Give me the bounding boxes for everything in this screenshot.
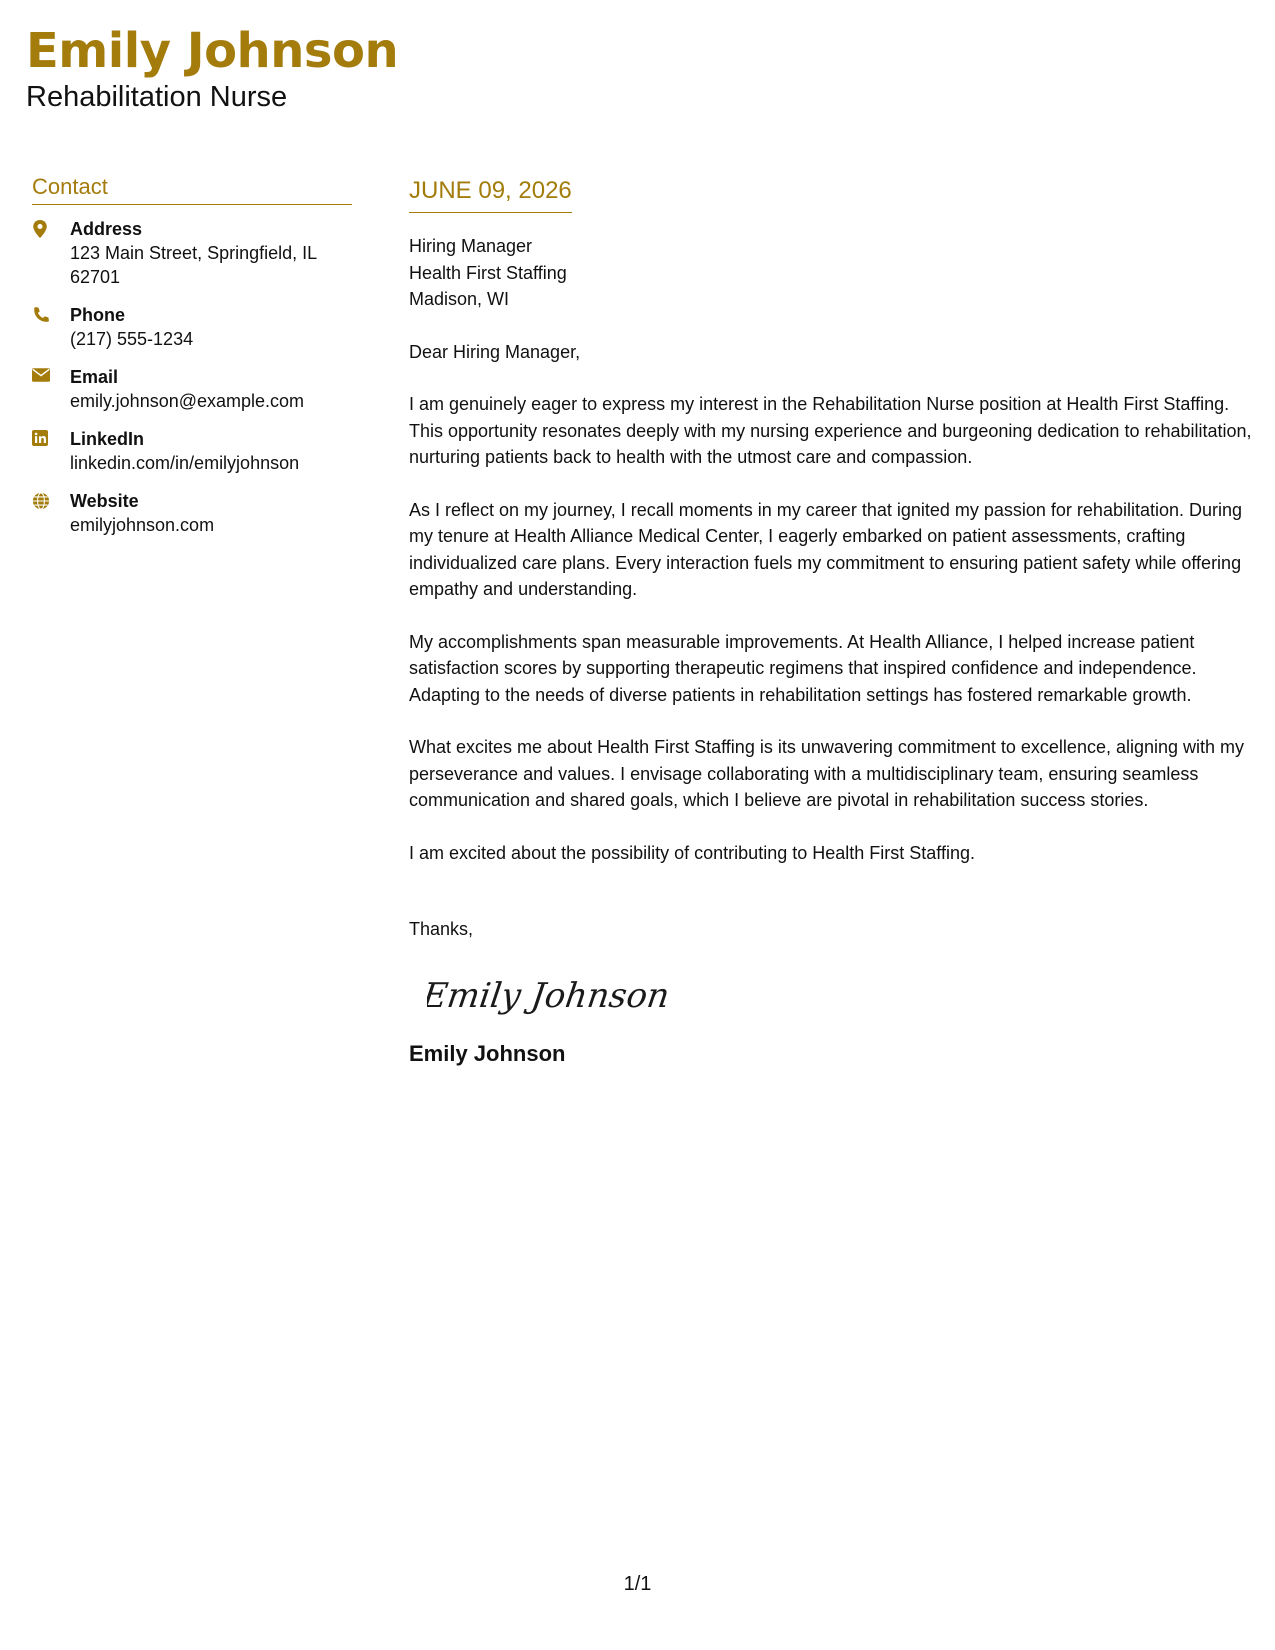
linkedin-label: LinkedIn: [70, 429, 145, 449]
globe-icon: [32, 489, 70, 537]
header: [26, 22, 398, 114]
salutation: Dear Hiring Manager,: [409, 341, 581, 362]
letter-paragraph: My accomplishments span measurable improvements. At Health Alliance, I helped increase patient satisfaction scores by supporting therapeutic regimens that inspired confidence and independence. Adapting to the needs of diverse patients in rehabilitation settings has fostered remarkable growth.: [409, 631, 1197, 705]
recipient-line: Madison, WI: [409, 289, 510, 309]
linkedin-icon: [32, 427, 70, 475]
handwritten-signature: [427, 965, 1254, 1029]
contact-section-title: Contact: [32, 174, 352, 205]
letter-body: [409, 176, 1254, 1067]
email-value: emily.johnson@example.com: [70, 391, 305, 411]
recipient-line: Health First Staffing: [409, 262, 567, 283]
envelope-icon: [32, 365, 70, 413]
contact-item-address: [32, 217, 352, 289]
letter-paragraph: I am genuinely eager to express my interest in the Rehabilitation Nurse position at Health First Staffing. This opportunity resonates deeply with my nursing experience and burgeoning dedication to rehabilitation, nurturing patients back to health with the utmost care and compassion.: [409, 394, 1252, 467]
recipient-block: [409, 233, 1254, 313]
letter-paragraph: I am excited about the possibility of contributing to Health First Staffing.: [409, 842, 975, 863]
phone-icon: [32, 303, 70, 351]
email-label: Email: [70, 367, 119, 387]
recipient-line: Hiring Manager: [409, 236, 533, 256]
address-value: 123 Main Street, Springfield, IL 62701: [70, 243, 317, 287]
letter-date: JUNE 09, 2026: [409, 176, 572, 213]
website-value: emilyjohnson.com: [70, 515, 215, 535]
website-label: Website: [70, 491, 139, 511]
signer-name: Emily Johnson: [409, 1040, 566, 1066]
address-label: Address: [70, 219, 143, 239]
page-number: 1/1: [623, 1573, 652, 1595]
svg-text:Emily Johnson: Emily Johnson: [427, 975, 667, 1016]
letter-paragraph: As I reflect on my journey, I recall moments in my career that ignited my passion for rehabilitation. During my tenure at Health Alliance Medical Center, I eagerly embarked on patient assessments, crafting individualized care plans. Every interaction fuels my commitment to ensuring patient safety while offering empathy and understanding.: [409, 499, 1243, 599]
linkedin-value: linkedin.com/in/emilyjohnson: [70, 453, 300, 473]
contact-item-linkedin: [32, 427, 352, 475]
applicant-name: Emily Johnson: [26, 23, 399, 79]
phone-value: (217) 555-1234: [70, 329, 194, 349]
contact-sidebar: [32, 174, 352, 551]
phone-label: Phone: [70, 305, 126, 325]
map-pin-icon: [32, 217, 70, 289]
contact-item-phone: [32, 303, 352, 351]
closing: Thanks,: [409, 919, 474, 939]
contact-item-email: [32, 365, 352, 413]
contact-item-website: [32, 489, 352, 537]
letter-paragraph: What excites me about Health First Staffing is its unwavering commitment to excellence, aligning with my perseverance and values. I envisage collaborating with a multidisciplinary team, ensuring seamless communication and shared goals, which I believe are pivotal in rehabilitation success stories.: [409, 737, 1245, 810]
applicant-title: Rehabilitation Nurse: [26, 81, 288, 113]
